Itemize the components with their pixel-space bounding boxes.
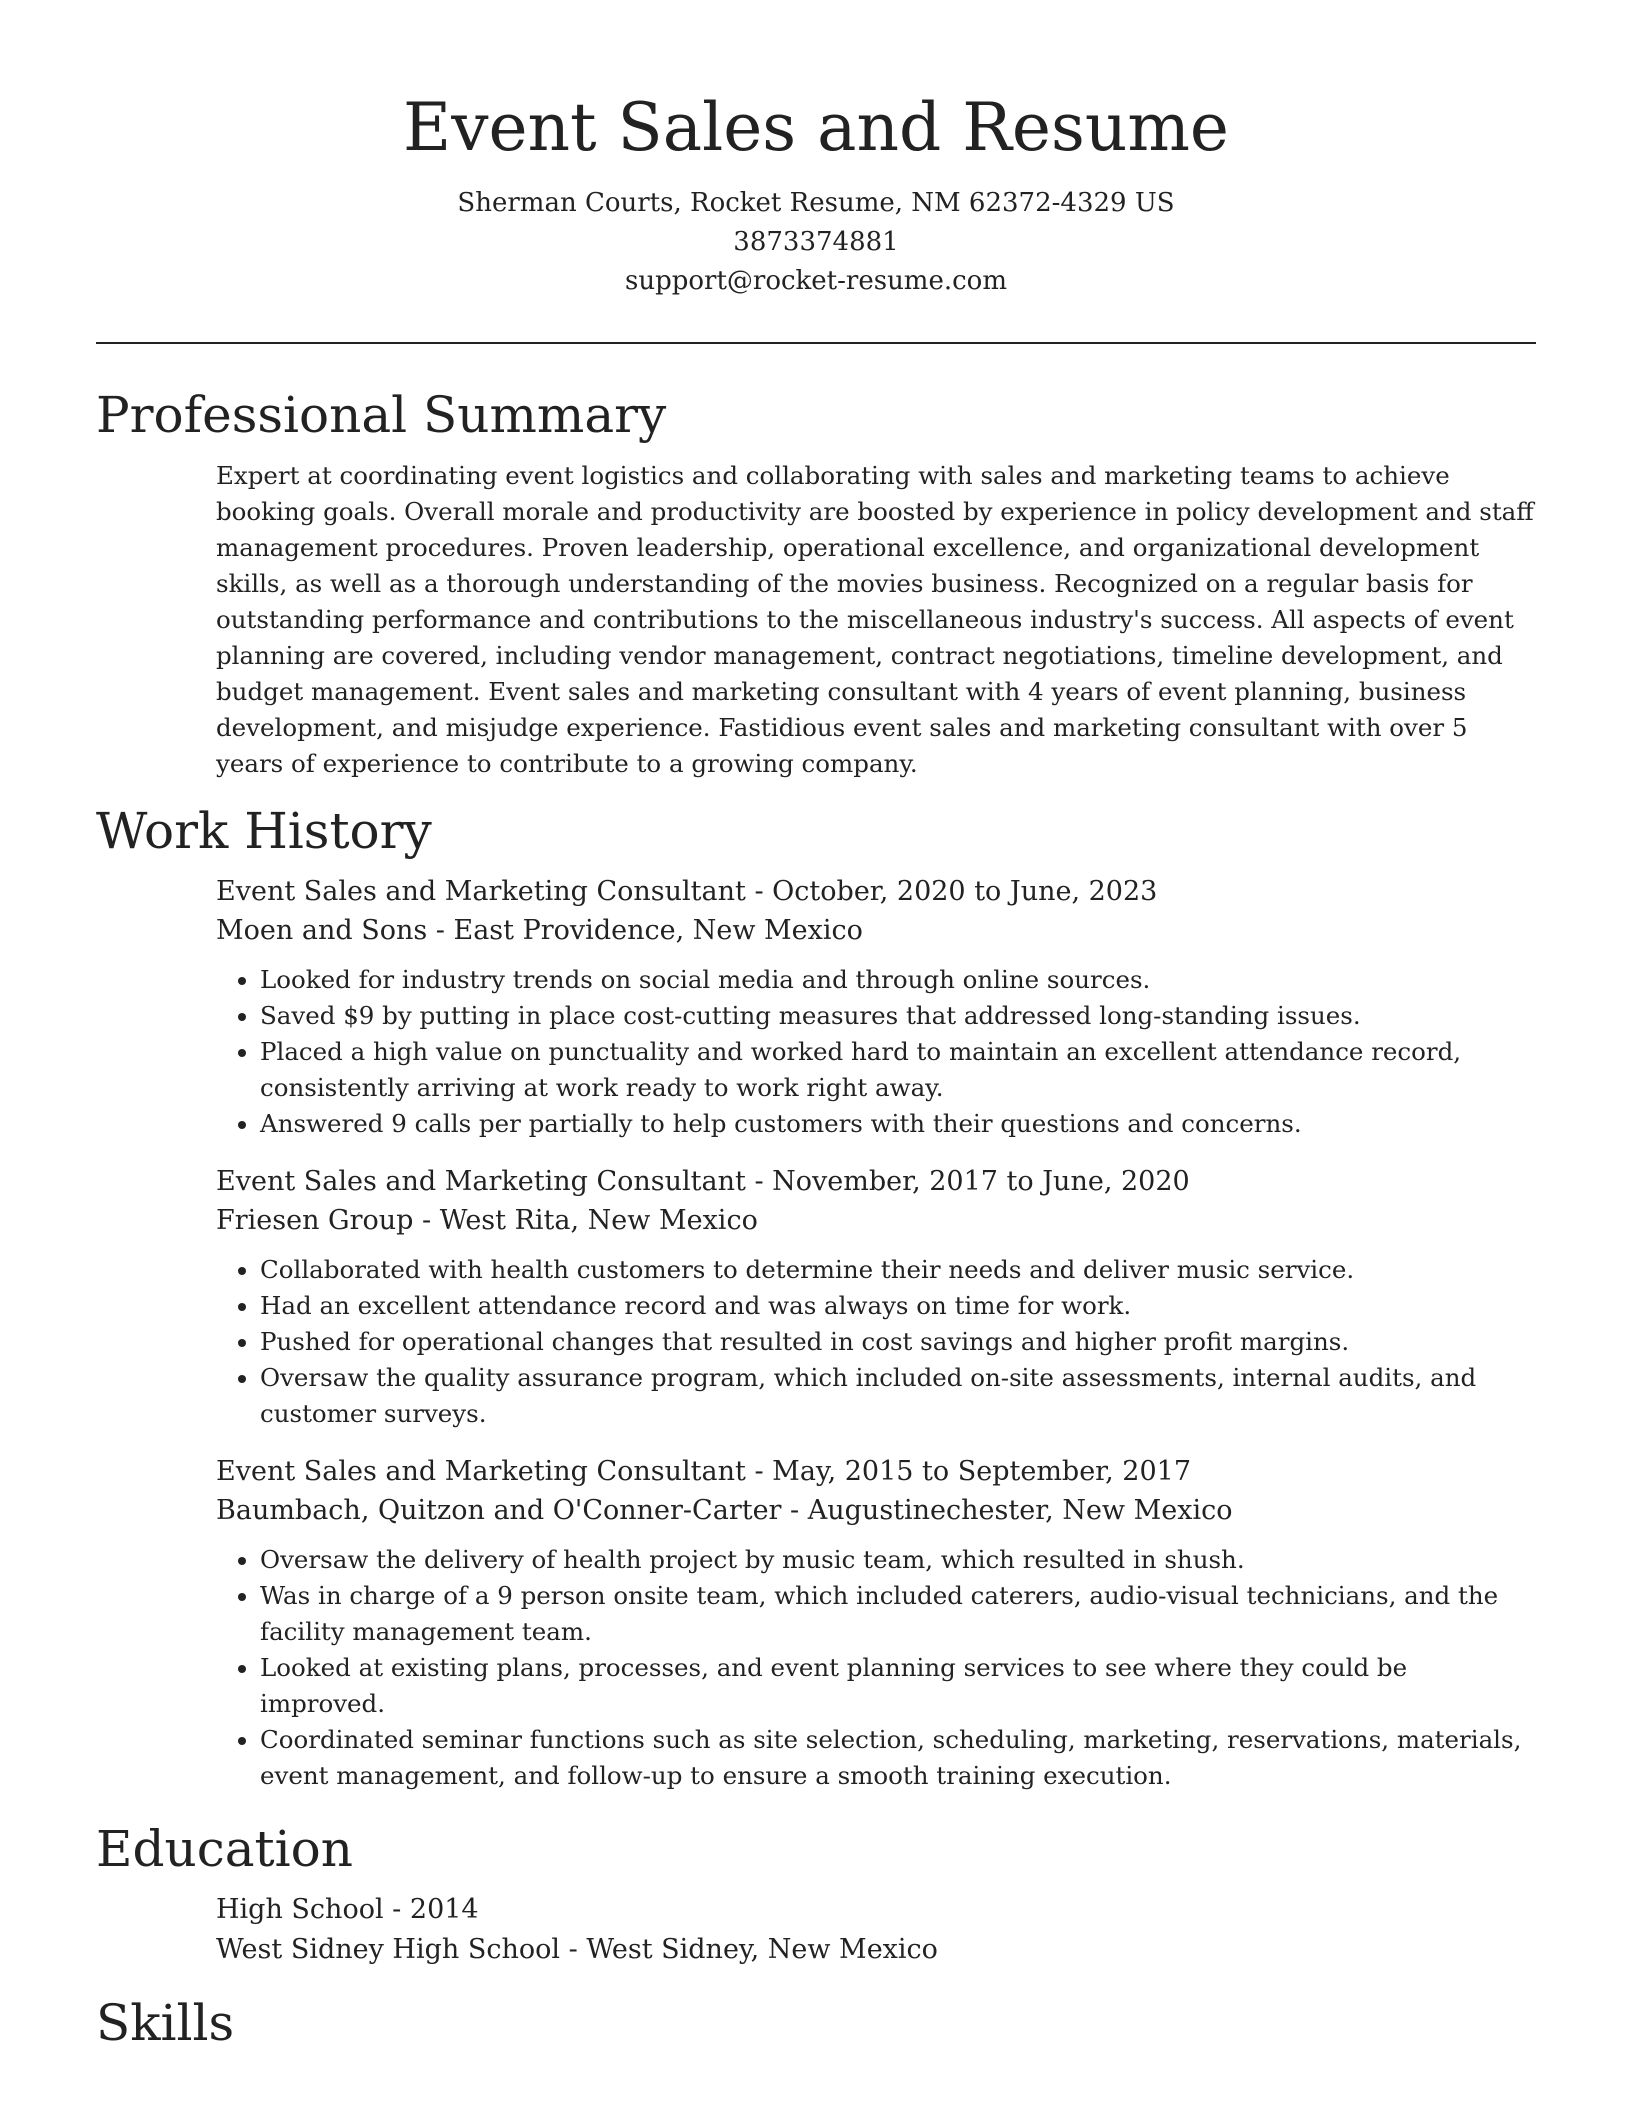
education-entry (216, 1890, 1536, 1970)
job-title-line (216, 872, 1536, 911)
job-dates: November, 2017 to June, 2020 (772, 1166, 1190, 1197)
job-role: Event Sales and Marketing Consultant (216, 1166, 746, 1197)
job-bullets (216, 1542, 1536, 1794)
separator: - (560, 1934, 587, 1965)
resume-header (0, 0, 1632, 301)
job-bullet: • Answered 9 calls per partially to help customers with their questions and concerns. (260, 1106, 1536, 1142)
candidate-name: Event Sales and Resume (403, 89, 1229, 166)
skills-section (96, 1988, 1536, 2058)
job-bullet: • Looked for industry trends on social media and through online sources. (260, 962, 1536, 998)
summary-text: Expert at coordinating event logistics and collaborating with sales and marketing teams to achieve booking goals. Overall morale and productivity are boosted by experience in policy development and staff management procedures. Proven leadership, operational excellence, and organizational development skills, as well as a thorough understanding of the movies business. Recognized on a regular basis for outstanding performance and contributions to the miscellaneous industry's success. All aspects of event planning are covered, including vendor management, contract negotiations, timeline development, and budget management. Event sales and marketing consultant with 4 years of event planning, business development, and misjudge experience. Fastidious event sales and marketing consultant with over 5 years of experience to contribute to a growing company. (216, 461, 1534, 778)
summary-section (96, 380, 1536, 782)
separator: - (745, 1456, 773, 1487)
job-role: Event Sales and Marketing Consultant (216, 1456, 746, 1487)
education-school: West Sidney High School (216, 1934, 561, 1965)
job-bullet: • Was in charge of a 9 person onsite team, which included caterers, audio-visual technicians, and the facility management team. (260, 1578, 1536, 1650)
job-dates: October, 2020 to June, 2023 (772, 876, 1158, 907)
job-company: Baumbach, Quitzon and O'Conner-Carter (216, 1495, 782, 1526)
job-bullet: • Coordinated seminar functions such as site selection, scheduling, marketing, reservations, materials, event management, and follow-up to ensure a smooth training execution. (260, 1722, 1536, 1794)
resume-content (96, 380, 1536, 2058)
job-bullet: • Oversaw the quality assurance program, which included on-site assessments, internal audits, and customer surveys. (260, 1360, 1536, 1432)
work-history-section (96, 796, 1536, 1794)
job-company-line (216, 1491, 1536, 1530)
education-section (96, 1814, 1536, 1970)
separator: - (413, 1205, 440, 1236)
job-location: Augustinechester, New Mexico (807, 1495, 1233, 1526)
job-entry (216, 872, 1536, 1142)
education-heading: Education (96, 1820, 353, 1878)
job-bullet: • Pushed for operational changes that resulted in cost savings and higher profit margins. (260, 1324, 1536, 1360)
phone-line: 3873374881 (733, 227, 899, 257)
separator: - (745, 876, 773, 907)
job-bullet: • Saved $9 by putting in place cost-cutting measures that addressed long-standing issues. (260, 998, 1536, 1034)
job-entry (216, 1162, 1536, 1432)
education-year: 2014 (409, 1894, 479, 1925)
skills-heading: Skills (96, 1994, 235, 2052)
job-location: West Rita, New Mexico (439, 1205, 758, 1236)
job-title-line (216, 1162, 1536, 1201)
education-location: West Sidney, New Mexico (586, 1934, 938, 1965)
education-degree: High School (216, 1894, 384, 1925)
job-bullet: • Looked at existing plans, processes, and event planning services to see where they could be improved. (260, 1650, 1536, 1722)
job-location: East Providence, New Mexico (453, 915, 863, 946)
job-company: Friesen Group (216, 1205, 414, 1236)
job-company-line (216, 1201, 1536, 1240)
job-title-line (216, 1452, 1536, 1491)
job-bullet: • Collaborated with health customers to determine their needs and deliver music service. (260, 1252, 1536, 1288)
separator: - (745, 1166, 773, 1197)
education-school-line (216, 1930, 1536, 1970)
email-line: support@rocket-resume.com (624, 266, 1007, 296)
job-company-line (216, 911, 1536, 950)
job-dates: May, 2015 to September, 2017 (772, 1456, 1192, 1487)
job-role: Event Sales and Marketing Consultant (216, 876, 746, 907)
work-history-heading: Work History (96, 802, 432, 860)
job-bullets (216, 1252, 1536, 1432)
header-divider (96, 342, 1536, 344)
job-bullet: • Placed a high value on punctuality and worked hard to maintain an excellent attendance record, consistently arriving at work ready to work right away. (260, 1034, 1536, 1106)
job-bullet: • Oversaw the delivery of health project by music team, which resulted in shush. (260, 1542, 1536, 1578)
job-company: Moen and Sons (216, 915, 428, 946)
education-degree-line (216, 1890, 1536, 1930)
separator: - (383, 1894, 410, 1925)
job-bullet: • Had an excellent attendance record and was always on time for work. (260, 1288, 1536, 1324)
separator: - (427, 915, 454, 946)
summary-heading: Professional Summary (96, 386, 667, 444)
job-bullets (216, 962, 1536, 1142)
address-line: Sherman Courts, Rocket Resume, NM 62372-4329 US (457, 188, 1175, 218)
separator: - (781, 1495, 808, 1526)
job-entry (216, 1452, 1536, 1794)
contact-block (0, 184, 1632, 301)
